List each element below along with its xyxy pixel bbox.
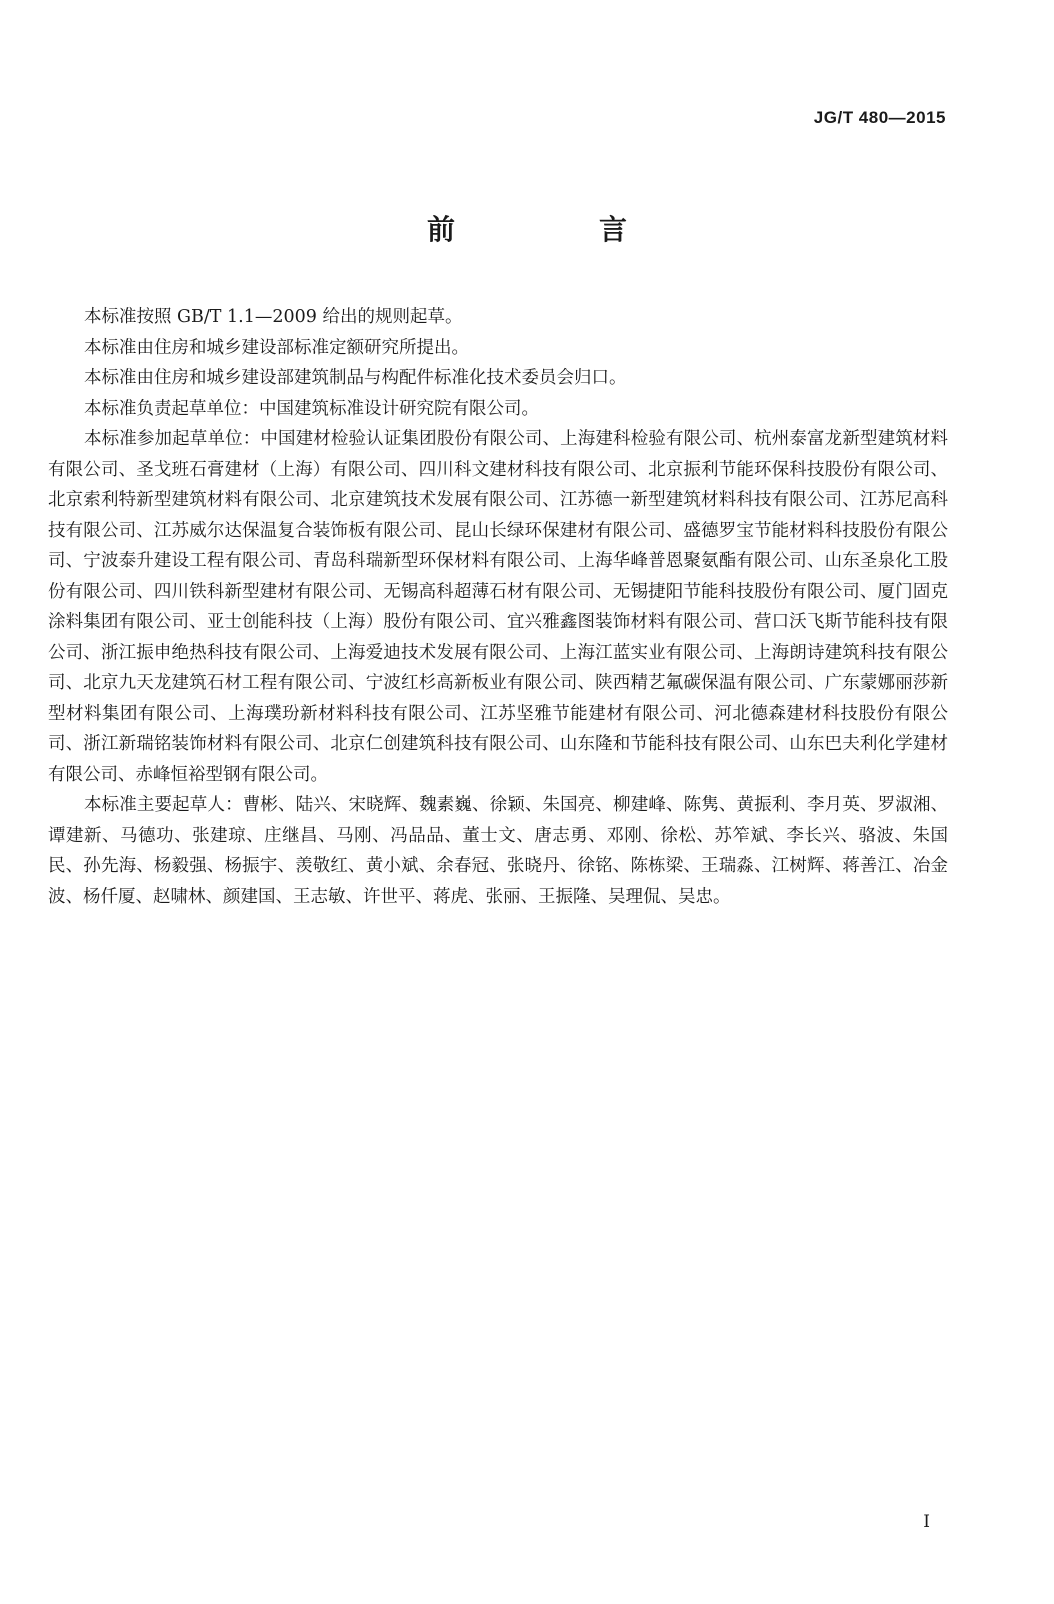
paragraph-drafting-rules: 本标准按照 GB/T 1.1—2009 给出的规则起草。 bbox=[84, 307, 463, 327]
paragraph-under-jurisdiction: 本标准由住房和城乡建设部建筑制品与构配件标准化技术委员会归口。 bbox=[84, 368, 627, 388]
paragraph-main-drafters: 本标准主要起草人：曹彬、陆兴、宋晓辉、魏素巍、徐颖、朱国亮、柳建峰、陈隽、黄振利、李月英、罗淑湘、谭建新、马德功、张建琼、庄继昌、马刚、冯品品、董士文、唐志勇、邓刚、徐松、苏笮斌、李长兴、骆波、朱国民、孙先海、杨毅强、杨振宇、羡敬红、黄小斌、余春冠、张晓丹、徐铭、陈栋梁、王瑞淼、江树辉、蒋善江、冶金波、杨仟厦、赵啸林、颜建国、王志敏、许世平、蒋虎、张丽、王振隆、吴理侃、吴忠。 bbox=[48, 795, 948, 907]
paragraph-proposed-by: 本标准由住房和城乡建设部标准定额研究所提出。 bbox=[84, 337, 469, 358]
standard-code: JG/T 480—2015 bbox=[813, 108, 946, 127]
paragraph-lead-drafting-unit: 本标准负责起草单位：中国建筑标准设计研究院有限公司。 bbox=[84, 398, 539, 419]
paragraph-participating-units: 本标准参加起草单位：中国建材检验认证集团股份有限公司、上海建科检验有限公司、杭州泰富龙新型建筑材料有限公司、圣戈班石膏建材（上海）有限公司、四川科文建材科技有限公司、北京振利节能环保科技股份有限公司、北京索利特新型建筑材料有限公司、北京建筑技术发展有限公司、江苏德一新型建筑材料科技有限公司、江苏尼高科技有限公司、江苏威尔达保温复合装饰板有限公司、昆山长绿环保建材有限公司、盛德罗宝节能材料科技股份有限公司、宁波泰升建设工程有限公司、青岛科瑞新型环保材料有限公司、上海华峰普恩聚氨酯有限公司、山东圣泉化工股份有限公司、四川铁科新型建材有限公司、无锡高科超薄石材有限公司、无锡捷阳节能科技股份有限公司、厦门固克涂料集团有限公司、亚士创能科技（上海）股份有限公司、宜兴雅鑫图装饰材料有限公司、营口沃飞斯节能科技有限公司、浙江振申绝热科技有限公司、上海爱迪技术发展有限公司、上海江蓝实业有限公司、上海朗诗建筑科技有限公司、北京九天龙建筑石材工程有限公司、宁波红杉高新板业有限公司、陕西精艺氟碳保温有限公司、广东蒙娜丽莎新型材料集团有限公司、上海璞玢新材料科技有限公司、江苏坚雅节能建材有限公司、河北德森建材科技股份有限公司、浙江新瑞铭装饰材料有限公司、北京仁创建筑科技有限公司、山东隆和节能科技有限公司、山东巴夫利化学建材有限公司、赤峰恒裕型钢有限公司。 bbox=[48, 429, 948, 785]
page-number: I bbox=[923, 1512, 930, 1532]
foreword-body bbox=[48, 302, 948, 912]
page-title: 前 言 bbox=[426, 213, 685, 246]
